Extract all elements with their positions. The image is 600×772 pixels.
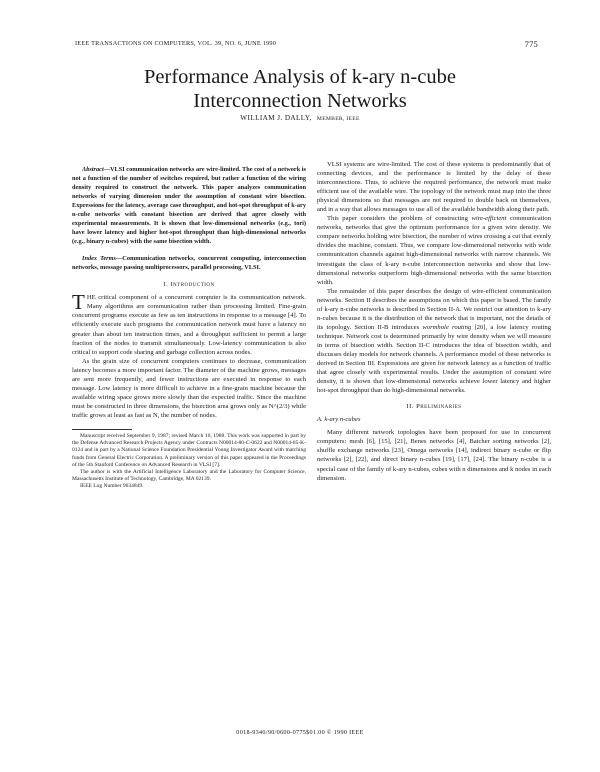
right-paragraph-2 [317, 214, 551, 286]
right-paragraph-3 [317, 287, 551, 396]
running-header [75, 40, 538, 52]
author-name: WILLIAM J. DALLY, [240, 114, 312, 122]
right-paragraph-2-pre: This paper considers the problem of constructing [327, 215, 472, 223]
index-terms-text: —Communication networks, concurrent computing, interconnection networks, message passing multiprocessors, parallel processing, VLSI. [72, 255, 307, 272]
right-paragraph-2-post: communication networks, networks that give the optimum performance for a given wire density. We compare networks holding wire bisection, the number of wires crossing a cut that evenly divides the machine, constant. Thus, we compare low-dimensional networks with wide communication channels against high-dimensional networks with narrow channels. We investigate the class of k-ary n-cube interconnection networks and show that low-dimensional networks outperform high-dimensional networks with the same bisection width. [317, 215, 552, 286]
page-number: 775 [524, 39, 538, 49]
intro-paragraph-1 [72, 290, 306, 356]
copyright-line: 0018-9340/90/0600-0775$01.00 © 1990 IEEE [236, 729, 364, 736]
right-paragraph-3-post: [20], a low latency routing technique. Network cost is determined primarily by wire density when we will measure in terms of bisection width. Section II-C introduces the idea of bisection width, and discusses delay models for network channels. A performance model of these networks is derived in Section III. Expressions are given for network latency as a function of traffic that agree closely with experimental results. Under the assumption of constant wire density, it is shown that low-dimensional networks achieve lower latency and higher hot-spot throughput than do high-dimensional networks. [317, 323, 551, 395]
footnote-received: Manuscript received September 9, 1987; revised March 16, 1988. This work was supported in part by the Defense Advanced Research Projects Agency under Contracts N00014-80-C-0622 and N00014-85-K-0124 and in part by a National Science Foundation Presidential Young Investigator Award with matching funds from General Electric Corporation. A preliminary version of this paper appeared in the Proceedings of the 5th Stanford Conference on Advanced Research in VLSI [7]. [72, 432, 306, 468]
abstract [72, 166, 306, 246]
title-line-2: Interconnection Networks [193, 90, 407, 112]
footnote-affiliation: The author is with the Artificial Intelligence Laboratory and the Laboratory for Computer Science, Massachusetts Institute of Technology, Cambridge, MA 02139. [72, 468, 306, 483]
right-paragraph-3-emphasis: wormhole routing [422, 323, 472, 331]
right-paragraph-3-pre: The remainder of this paper describes the design of wire-efficient communication networks. Section II describes the assumptions on which this paper is based. The family of k-ary n-cube networks is described in Section II-A. We restrict our attention to k-ary n-cubes because it is the distribution of the network that is important, not the details of its topology. Section II-B introduces [317, 287, 551, 331]
right-column [317, 160, 551, 483]
preliminaries-paragraph-1: Many different network topologies have been proposed for use in concurrent computers: mesh [6], [15], [21], Benes networks [4], Batcher sorting networks [2], shuffle exchange networks [23], Omega networks [14], indirect binary n-cube or flip networks [2], [22], and direct binary n-cubes [19], [17], [24]. The binary n-cube is a special case of the family of k-ary n-cubes, cubes with n dimensions and k nodes in each dimension. [317, 429, 551, 482]
abstract-text: —VLSI communication networks are wire-limited. The cost of a network is not a function of the number of switches required, but rather a function of the wiring density required to construct the network. This paper analyzes communication networks of varying dimension under the assumption of constant wire bisection. Expressions for the latency, average case throughput, and hot-spot throughput of k-ary n-cube networks with constant bisection are derived that agree closely with experimental measurements. It is shown that low-dimensional networks (e.g., tori) have lower latency and higher hot-spot throughput than high-dimensional networks (e.g., binary n-cubes) with the same bisection width. [72, 166, 306, 245]
index-terms [72, 255, 306, 273]
section-heading-preliminaries: II. Preliminaries [406, 403, 462, 411]
title-line-1: Performance Analysis of k-ary n-cube [144, 66, 456, 88]
right-paragraph-2-emphasis: wire-efficient [471, 215, 507, 223]
paper-title [60, 65, 540, 113]
index-terms-lead: Index Terms [82, 255, 116, 263]
subsection-heading-kary-ncubes: A. k-ary n-cubes [317, 416, 361, 424]
abstract-lead: Abstract [82, 166, 104, 174]
intro-paragraph-1-text: HE critical component of a concurrent computer is its communication network. Many algorithms are communication rather than processing limited. Fine-grain concurrent programs execute as few as ten instructions in response to a message [4]. To efficiently execute such programs the communication network must have a latency no greater than about ten instruction times, and a throughput sufficient to permit a large fraction of the nodes to transmit simultaneously. Low-latency communication is also critical to support code sharing and garbage collection across nodes. [72, 294, 306, 356]
section-heading-introduction: I. Introduction [163, 281, 215, 289]
footnote-log-number: IEEE Log Number 9034849. [80, 483, 144, 490]
author-membership: MEMBER, IEEE [316, 116, 360, 122]
intro-paragraph-2: As the grain size of concurrent computers continues to decrease, communication latency becomes a more important factor. The diameter of the machine grows, messages are sent more frequently, and fewer instructions are executed in response to each message. Low latency is more difficult to achieve in a fine-grain machine because the available wiring space grows more slowly than the expected traffic. Since the machine must be constructed in three dimensions, the bisection area grows only as N^(2/3) while traffic grows at least as fast as N, the number of nodes. [72, 357, 306, 419]
journal-name: IEEE TRANSACTIONS ON COMPUTERS, VOL. 39, NO. 6, JUNE 1990 [75, 40, 277, 47]
right-paragraph-1: VLSI systems are wire-limited. The cost of these systems is predominantly that of connecting devices, and the performance is limited by the delay of these interconnections. Thus, to achieve the required performance, the network must make efficient use of the available wire. The topology of the network must map into the three physical dimensions so that messages are not required to double back on themselves, and in a way that allows messages to use all of the available bandwidth along their path. [317, 161, 551, 214]
left-column [72, 160, 306, 491]
footnote-divider [72, 429, 132, 430]
drop-cap: T [72, 290, 85, 315]
author-line [60, 114, 540, 122]
